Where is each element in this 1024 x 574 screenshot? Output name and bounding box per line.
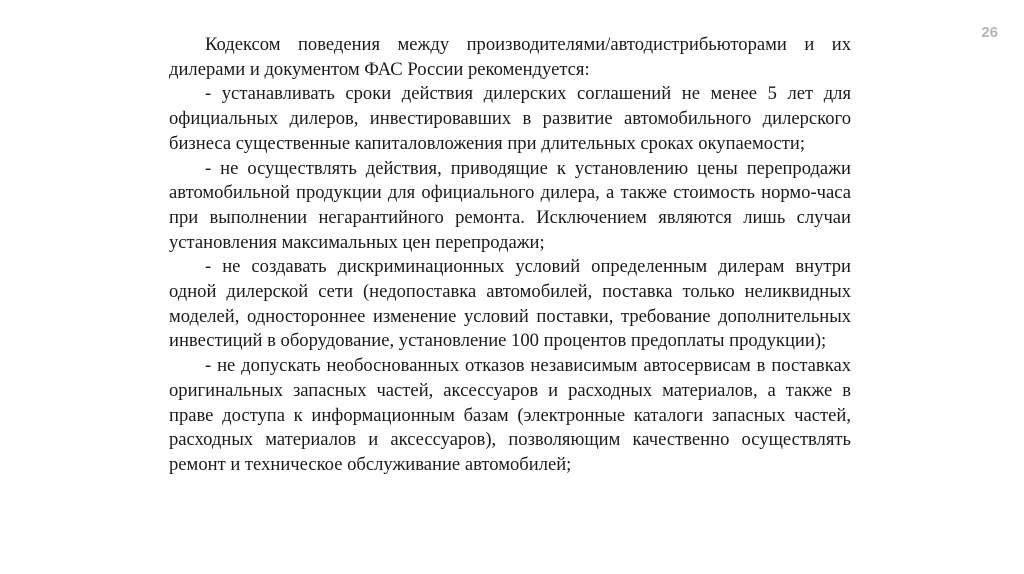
recommendation-independent-services: - не допускать необоснованных отказов независимым автосервисам в поставках оригинальных запасных частей, аксессуаров и расходных материалов, а также в праве доступа к информационным базам (электронные каталоги запасных частей, расходных материалов и аксессуаров), позволяющим качественно осуществлять ремонт и техническое обслуживание автомобилей; <box>169 355 851 475</box>
slide-body-text <box>169 33 851 478</box>
intro-paragraph: Кодексом поведения между производителями/автодистрибьюторами и их дилерами и документом ФАС России рекомендуется: <box>169 34 851 80</box>
recommendation-non-discrimination: - не создавать дискриминационных условий определенным дилерам внутри одной дилерской сети (недопоставка автомобилей, поставка только неликвидных моделей, одностороннее изменение условий поставки, требование дополнительных инвестиций в оборудование, установление 100 процентов предоплаты продукции); <box>169 256 851 352</box>
page-number: 26 <box>981 24 998 41</box>
recommendation-resale-price: - не осуществлять действия, приводящие к установлению цены перепродажи автомобильной продукции для официального дилера, а также стоимость нормо-часа при выполнении негарантийного ремонта. Исключением являются лишь случаи установления максимальных цен перепродажи; <box>169 157 851 253</box>
recommendation-dealer-agreement-term: - устанавливать сроки действия дилерских соглашений не менее 5 лет для официальных дилеров, инвестировавших в развитие автомобильного дилерского бизнеса существенные капиталовложения при длительных сроках окупаемости; <box>169 83 851 154</box>
